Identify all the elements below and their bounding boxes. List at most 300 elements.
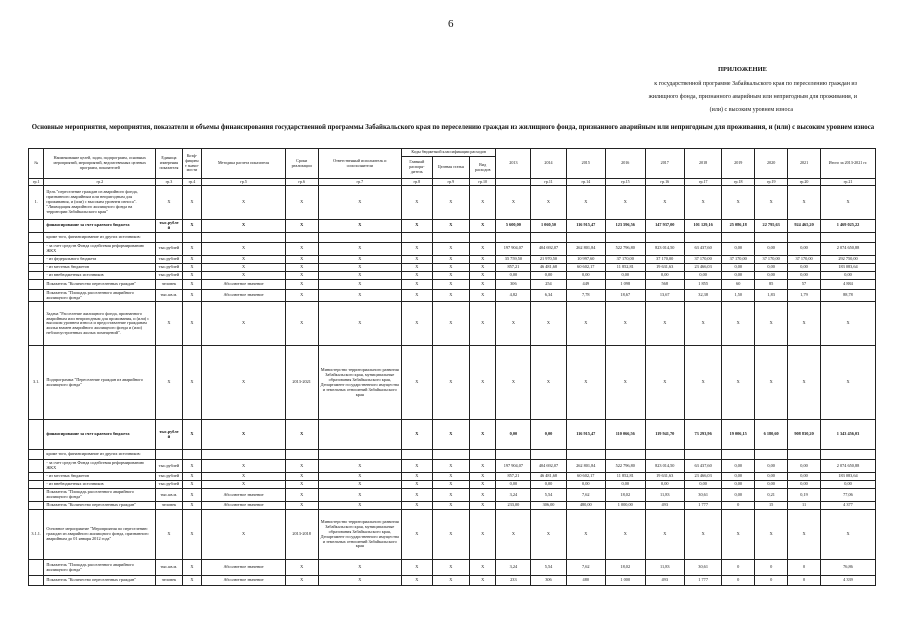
column-number	[496, 179, 531, 186]
table-cell: X	[285, 271, 318, 279]
table-cell: X	[285, 263, 318, 271]
table-cell: 23 466,03	[684, 263, 721, 271]
table-cell	[606, 450, 645, 460]
table-cell: 823 014,50	[645, 242, 684, 255]
table-cell: X	[401, 560, 432, 576]
table-cell: 0,00	[788, 263, 821, 271]
table-row	[29, 502, 876, 510]
table-cell: X	[531, 302, 566, 346]
table-cell: Основное мероприятие "Мероприятия по переселению граждан из аварийного жилищного фонда, признанного аварийным до 01 января 2012 года"	[44, 510, 156, 560]
table-row	[29, 220, 876, 233]
column-number: гр.10	[469, 179, 495, 186]
table-cell: X	[432, 302, 469, 346]
table-cell: X	[606, 510, 645, 560]
table-cell: X	[202, 302, 285, 346]
table-cell: X	[285, 473, 318, 481]
table-cell: X	[182, 302, 202, 346]
table-cell: X	[156, 186, 182, 220]
table-cell: человек	[156, 576, 182, 586]
table-cell: - из местных бюджетов	[44, 473, 156, 481]
table-cell: X	[788, 186, 821, 220]
table-cell: X	[401, 420, 432, 450]
table-cell	[821, 450, 876, 460]
table-cell: 306	[531, 576, 566, 586]
column-number: гр.21	[821, 179, 876, 186]
table-cell	[29, 242, 44, 255]
table-cell: 13,67	[645, 289, 684, 302]
table-cell: X	[531, 510, 566, 560]
header-resp: Ответственный исполнитель и соисполнители	[318, 149, 401, 179]
table-cell: X	[182, 560, 202, 576]
table-cell: X	[285, 560, 318, 576]
header-y2016: 2016	[606, 149, 645, 179]
table-cell: X	[285, 279, 318, 289]
table-cell	[432, 450, 469, 460]
table-cell: X	[432, 346, 469, 420]
table-cell: X	[469, 220, 495, 233]
table-cell: Задача "Расселение жилищного фонда, признанного аварийным или непригодным для проживания, и (или) с высоким уровнем износа и предоставление гражданам жилья взамен аварийного жилищного фонда и (или) неблагоустроенных жилых помещений".	[44, 302, 156, 346]
table-cell: X	[566, 302, 605, 346]
table-cell	[182, 450, 202, 460]
table-cell	[29, 289, 44, 302]
table-cell: X	[469, 271, 495, 279]
table-cell: 0,00	[496, 481, 531, 489]
table-cell: 4 377	[821, 502, 876, 510]
table-cell: X	[182, 460, 202, 473]
table-cell	[29, 576, 44, 586]
table-cell: 18,02	[606, 489, 645, 502]
table-cell: - из федерального бюджета	[44, 255, 156, 263]
table-cell: 7,78	[566, 289, 605, 302]
table-cell: 480	[566, 576, 605, 586]
table-cell: X	[202, 220, 285, 233]
table-cell: 0,00	[755, 473, 788, 481]
table-cell	[432, 232, 469, 242]
table-row	[29, 420, 876, 450]
table-cell: 0	[788, 576, 821, 586]
table-cell: тыс.кв.м.	[156, 560, 182, 576]
table-cell: 46 481,68	[531, 473, 566, 481]
table-cell	[722, 232, 755, 242]
table-cell: X	[401, 289, 432, 302]
table-cell: X	[156, 346, 182, 420]
table-cell: тыс.кв.м.	[156, 289, 182, 302]
table-cell	[531, 450, 566, 460]
table-cell	[29, 255, 44, 263]
table-cell: X	[202, 346, 285, 420]
table-cell	[29, 450, 44, 460]
column-number: гр.14	[566, 179, 605, 186]
table-cell: X	[202, 271, 285, 279]
table-cell	[755, 232, 788, 242]
table-cell: 0,00	[645, 271, 684, 279]
table-cell: 0	[788, 560, 821, 576]
header-code-tsel: Целевая статья	[432, 157, 469, 179]
table-cell: X	[156, 302, 182, 346]
column-number: гр.3	[156, 179, 182, 186]
table-cell	[469, 232, 495, 242]
table-cell: X	[318, 481, 401, 489]
table-cell: 19 631,63	[645, 473, 684, 481]
table-cell: X	[202, 460, 285, 473]
table-cell: X	[788, 510, 821, 560]
header-y2019: 2019	[722, 149, 755, 179]
table-cell: X	[318, 255, 401, 263]
table-cell: X	[566, 346, 605, 420]
table-cell: 57	[788, 279, 821, 289]
table-cell: X	[469, 346, 495, 420]
table-cell: X	[285, 242, 318, 255]
table-cell: 0,00	[684, 481, 721, 489]
table-cell: - за счет средств Фонда содействия реформированию ЖКХ	[44, 242, 156, 255]
table-cell	[182, 232, 202, 242]
table-cell: X	[684, 302, 721, 346]
header-y2017: 2017	[645, 149, 684, 179]
table-cell: 233,00	[496, 502, 531, 510]
header-y2013: 2013	[496, 149, 531, 179]
table-cell: X	[469, 420, 495, 450]
table-cell: 404 692,07	[531, 460, 566, 473]
table-cell: тыс.рублей	[156, 481, 182, 489]
table-cell: X	[285, 220, 318, 233]
table-cell: 63 437,60	[684, 460, 721, 473]
table-cell: X	[401, 302, 432, 346]
table-cell: X	[432, 263, 469, 271]
table-cell: X	[645, 186, 684, 220]
table-cell	[156, 450, 182, 460]
table-cell: - из внебюджетных источников	[44, 271, 156, 279]
header-code-glav: Главный распоря-дитель	[401, 157, 432, 179]
table-cell: X	[469, 279, 495, 289]
table-cell: 3,24	[496, 560, 531, 576]
table-cell: X	[432, 502, 469, 510]
table-cell: X	[401, 255, 432, 263]
table-cell	[318, 450, 401, 460]
table-cell: 1 000,00	[606, 502, 645, 510]
table-cell: X	[318, 263, 401, 271]
table-cell: Цель "переселение граждан из аварийного фонда, признанного аварийным или непригодным для проживания, и (или) с высоким уровнем износа". "Ликвидация аварийного жилищного фонда на территории Забайкальского края"	[44, 186, 156, 220]
page-number: 6	[448, 18, 454, 30]
table-cell: X	[182, 220, 202, 233]
table-cell: X	[684, 510, 721, 560]
table-cell: X	[821, 186, 876, 220]
table-cell: X	[318, 186, 401, 220]
table-cell: X	[432, 560, 469, 576]
table-cell: X	[496, 346, 531, 420]
table-cell	[821, 232, 876, 242]
table-cell: X	[285, 481, 318, 489]
table-cell: 522 796,80	[606, 242, 645, 255]
table-cell: X	[318, 502, 401, 510]
header-method: Методика расчета показателя	[202, 149, 285, 179]
table-cell	[401, 232, 432, 242]
table-cell: 60	[722, 279, 755, 289]
header-total: Итого за 2013-2021 гг.	[821, 149, 876, 179]
table-cell: X	[469, 489, 495, 502]
table-cell: 60 602,17	[566, 263, 605, 271]
table-cell: 11 852,81	[606, 473, 645, 481]
table-cell: X	[755, 186, 788, 220]
table-row	[29, 271, 876, 279]
table-cell: 0,00	[645, 481, 684, 489]
table-cell: X	[469, 289, 495, 302]
table-cell: 37 170,00	[684, 255, 721, 263]
table-cell: X	[606, 346, 645, 420]
table-cell: X	[182, 242, 202, 255]
table-cell: 1 098	[606, 279, 645, 289]
table-cell: 0,19	[788, 489, 821, 502]
appendix-line-3: (или) с высоким уровнем износа	[709, 107, 793, 113]
table-cell: X	[202, 510, 285, 560]
column-number: гр.16	[645, 179, 684, 186]
table-cell: X	[401, 263, 432, 271]
table-cell: X	[401, 489, 432, 502]
table-cell: X	[318, 576, 401, 586]
table-cell: 63 437,60	[684, 242, 721, 255]
table-cell: X	[182, 481, 202, 489]
table-cell: X	[285, 289, 318, 302]
table-cell: X	[469, 510, 495, 560]
table-cell: Министерство территориального развития Забайкальского края, муниципальные образования Забайкальского края, Департамент государственного имущества и земельных отношений Забайкальского края	[318, 346, 401, 420]
table-cell: X	[318, 460, 401, 473]
table-cell: 35 759,50	[496, 255, 531, 263]
table-cell: X	[606, 302, 645, 346]
table-cell: X	[469, 576, 495, 586]
table-cell: 2 074 650,88	[821, 460, 876, 473]
table-row	[29, 302, 876, 346]
table-cell: - из местных бюджетов	[44, 263, 156, 271]
table-cell: 116 915,47	[566, 420, 605, 450]
column-number: гр.4	[182, 179, 202, 186]
appendix-line-2: жилищного фонда, признанного аварийным или непригодным для проживания, и	[648, 94, 857, 100]
table-cell: 183 083,64	[821, 473, 876, 481]
table-row	[29, 263, 876, 271]
table-cell: X	[645, 510, 684, 560]
table-cell: X	[469, 473, 495, 481]
table-cell: 0,00	[722, 481, 755, 489]
table-cell: 0,00	[755, 271, 788, 279]
table-cell: X	[469, 502, 495, 510]
table-cell: 3.1.	[29, 346, 44, 420]
column-number-row	[29, 179, 876, 186]
table-cell: 857,21	[496, 263, 531, 271]
table-row	[29, 460, 876, 473]
table-cell: X	[285, 302, 318, 346]
table-cell	[318, 420, 401, 450]
table-cell: 37 170,00	[788, 255, 821, 263]
table-cell: 4 884	[821, 279, 876, 289]
table-cell	[684, 232, 721, 242]
table-cell: 11 852,81	[606, 263, 645, 271]
table-cell: X	[469, 560, 495, 576]
table-cell: 73 293,96	[684, 420, 721, 450]
table-cell: X	[318, 302, 401, 346]
table-cell: 5 600,00	[496, 220, 531, 233]
table-cell: 0,00	[755, 263, 788, 271]
table-cell: X	[318, 289, 401, 302]
table-cell: 1 060,50	[531, 220, 566, 233]
table-cell	[29, 271, 44, 279]
table-cell: X	[182, 279, 202, 289]
table-cell: 908 830,20	[788, 420, 821, 450]
table-cell: X	[432, 481, 469, 489]
column-number: гр.1	[29, 179, 44, 186]
table-cell: X	[285, 502, 318, 510]
table-cell: 0,00	[722, 263, 755, 271]
table-cell: Абсолютное значение	[202, 279, 285, 289]
table-cell: 25 086,18	[722, 220, 755, 233]
table-cell: 119 941,70	[645, 420, 684, 450]
table-cell: Показатель "Количество переселенных граждан"	[44, 279, 156, 289]
table-cell: X	[755, 346, 788, 420]
column-number: гр.8	[401, 179, 432, 186]
table-cell: X	[285, 489, 318, 502]
table-cell: X	[432, 255, 469, 263]
table-cell: финансирование за счет краевого бюджета	[44, 420, 156, 450]
table-cell: 0,00	[755, 242, 788, 255]
table-cell: X	[318, 473, 401, 481]
table-cell: 1 343 456,03	[821, 420, 876, 450]
table-cell	[645, 232, 684, 242]
table-cell	[566, 450, 605, 460]
table-cell	[202, 450, 285, 460]
table-cell	[29, 502, 44, 510]
table-cell: 0	[722, 560, 755, 576]
document-title: Основные мероприятия, мероприятия, показатели и объемы финансирования государственной программы Забайкальского края по переселению граждан из жилищного фонда, признанного аварийным или непригодным для проживания, и (или) с высоким уровнем износа	[31, 124, 875, 131]
table-cell	[606, 232, 645, 242]
table-cell: X	[531, 186, 566, 220]
table-cell: X	[469, 481, 495, 489]
table-cell: 823 014,50	[645, 460, 684, 473]
table-cell: X	[182, 510, 202, 560]
table-cell: 0,00	[722, 242, 755, 255]
table-cell: 22 795,63	[755, 220, 788, 233]
table-cell	[755, 450, 788, 460]
column-number: гр.9	[432, 179, 469, 186]
table-row	[29, 279, 876, 289]
table-cell: X	[496, 186, 531, 220]
table-cell: тыс.кв.м.	[156, 489, 182, 502]
table-cell: 493	[645, 502, 684, 510]
table-cell	[531, 232, 566, 242]
table-cell: 480,00	[566, 502, 605, 510]
header-coef: Коэф-фициент значи-мости	[182, 149, 202, 179]
table-cell: 0,00	[722, 460, 755, 473]
table-cell: 924 465,20	[788, 220, 821, 233]
table-cell: Абсолютное значение	[202, 289, 285, 302]
table-cell: Показатель "Площадь расселенного аварийного жилищного фонда"	[44, 560, 156, 576]
table-row	[29, 450, 876, 460]
table-row	[29, 473, 876, 481]
table-cell	[29, 420, 44, 450]
table-cell: 0,00	[755, 481, 788, 489]
table-cell: 1 000	[606, 576, 645, 586]
table-cell: X	[432, 460, 469, 473]
table-cell: - из внебюджетных источников	[44, 481, 156, 489]
table-cell	[566, 232, 605, 242]
table-cell: 19 006,15	[722, 420, 755, 450]
table-row	[29, 489, 876, 502]
table-cell	[29, 220, 44, 233]
column-number: гр.20	[788, 179, 821, 186]
table-cell: 110 066,56	[606, 420, 645, 450]
table-cell: 37 170,00	[722, 255, 755, 263]
table-cell: X	[432, 279, 469, 289]
table-cell: X	[531, 346, 566, 420]
table-cell: 857,21	[496, 473, 531, 481]
table-cell: 0,00	[722, 271, 755, 279]
table-cell: 37 170,00	[755, 255, 788, 263]
table-cell: тыс.рублей	[156, 271, 182, 279]
table-cell: 0,00	[531, 271, 566, 279]
table-cell: X	[432, 489, 469, 502]
table-cell: 11	[788, 502, 821, 510]
table-cell: X	[318, 279, 401, 289]
column-number: гр.7	[318, 179, 401, 186]
table-cell: Абсолютное значение	[202, 560, 285, 576]
table-cell	[29, 302, 44, 346]
header-y2015: 2015	[566, 149, 605, 179]
table-cell: 0,00	[722, 473, 755, 481]
table-row	[29, 510, 876, 560]
table-cell: X	[566, 510, 605, 560]
table-cell: 1 469 025,22	[821, 220, 876, 233]
table-cell: 60 602,17	[566, 473, 605, 481]
table-cell: 493	[645, 576, 684, 586]
header-num: №	[29, 149, 44, 179]
table-cell: X	[401, 279, 432, 289]
table-cell: X	[469, 302, 495, 346]
table-cell: 19 631,63	[645, 263, 684, 271]
table-cell: X	[318, 489, 401, 502]
table-cell: 3,24	[496, 489, 531, 502]
table-cell: 568	[645, 279, 684, 289]
table-row	[29, 576, 876, 586]
table-row	[29, 346, 876, 420]
table-row	[29, 232, 876, 242]
table-cell: X	[202, 481, 285, 489]
table-cell: X	[469, 242, 495, 255]
column-number: гр.2	[44, 179, 156, 186]
table-cell: 197 904,07	[496, 460, 531, 473]
table-cell: 10 997,60	[566, 255, 605, 263]
appendix-line-1: к государственной программе Забайкальского края по переселению граждан из	[654, 81, 857, 87]
table-cell: 5,54	[531, 560, 566, 576]
table-cell: - за счет средств Фонда содействия реформированию ЖКХ	[44, 460, 156, 473]
table-cell: 0,00	[788, 242, 821, 255]
table-cell: 1.	[29, 186, 44, 220]
table-row	[29, 242, 876, 255]
table-body	[29, 186, 876, 586]
table-cell: X	[496, 302, 531, 346]
table-cell	[29, 481, 44, 489]
table-cell: X	[401, 220, 432, 233]
table-cell: 522 796,80	[606, 460, 645, 473]
table-cell: X	[285, 460, 318, 473]
table-cell: 0,00	[821, 271, 876, 279]
table-cell: X	[182, 263, 202, 271]
table-cell: 4 339	[821, 576, 876, 586]
table-cell	[29, 263, 44, 271]
column-number: гр.15	[606, 179, 645, 186]
table-cell	[684, 450, 721, 460]
table-cell: X	[401, 271, 432, 279]
table-cell: 0,21	[755, 489, 788, 502]
table-cell: X	[469, 186, 495, 220]
table-cell: X	[182, 489, 202, 502]
table-cell	[29, 473, 44, 481]
column-number: гр.19	[755, 179, 788, 186]
